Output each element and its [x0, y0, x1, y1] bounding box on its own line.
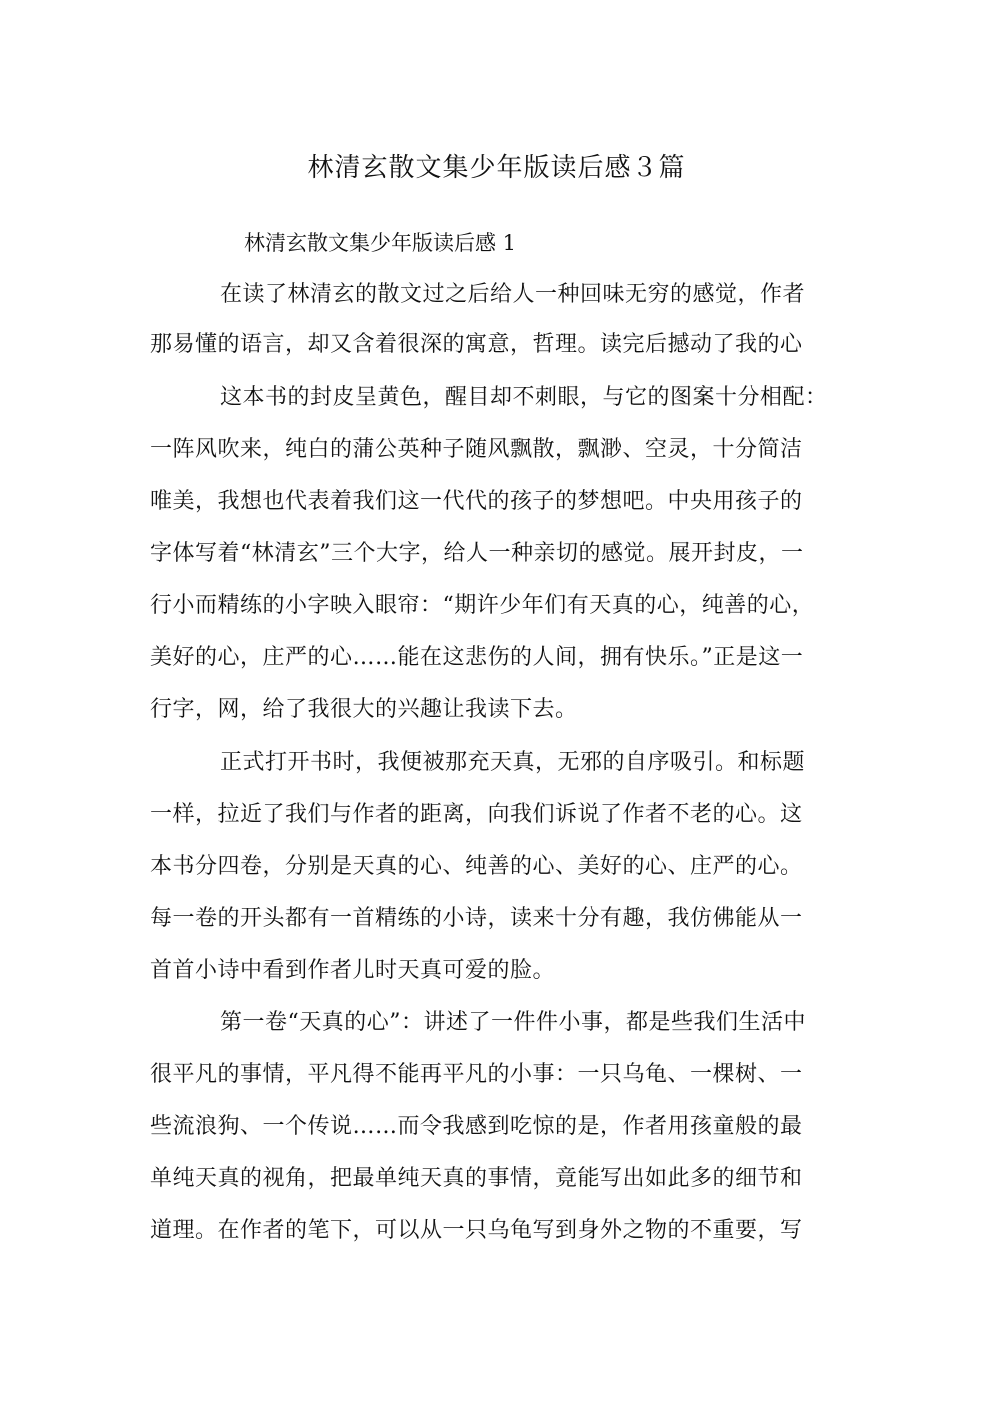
text-line: 行小而精练的小字映入眼帘：“期许少年们有天真的心，纯善的心，: [150, 593, 815, 618]
text-line: 美好的心，庄严的心……能在这悲伤的人间，拥有快乐。”正是这一: [150, 645, 804, 670]
text-line: 很平凡的事情，平凡得不能再平凡的小事：一只乌龟、一棵树、一: [150, 1062, 803, 1087]
text-line: 单纯天真的视角，把最单纯天真的事情，竟能写出如此多的细节和: [150, 1166, 803, 1191]
text-line: 每一卷的开头都有一首精练的小诗，读来十分有趣，我仿佛能从一: [150, 906, 803, 931]
document-title: 林清玄散文集少年版读后感３篇: [307, 153, 686, 183]
text-line: 一阵风吹来，纯白的蒲公英种子随风飘散，飘渺、空灵，十分简洁: [150, 437, 803, 462]
text-line: 些流浪狗、一个传说……而令我感到吃惊的是，作者用孩童般的最: [150, 1114, 803, 1139]
text-line: 本书分四卷，分别是天真的心、纯善的心、美好的心、庄严的心。: [150, 854, 803, 879]
section-heading: 林清玄散文集少年版读后感 1: [244, 231, 517, 255]
text-line: 这本书的封皮呈黄色，醒目却不刺眼，与它的图案十分相配：: [220, 385, 828, 410]
text-line: 唯美，我想也代表着我们这一代代的孩子的梦想吧。中央用孩子的: [150, 489, 803, 514]
text-line: 第一卷“天真的心”：讲述了一件件小事，都是些我们生活中: [220, 1010, 806, 1035]
text-line: 在读了林清玄的散文过之后给人一种回味无穷的感觉，作者: [220, 282, 806, 307]
text-line: 字体写着“林清玄”三个大字，给人一种亲切的感觉。展开封皮，一: [150, 541, 804, 566]
text-line: 一样，拉近了我们与作者的距离，向我们诉说了作者不老的心。这: [150, 802, 803, 827]
text-line: 正式打开书时，我便被那充天真，无邪的自序吸引。和标题: [220, 750, 806, 775]
text-line: 首首小诗中看到作者儿时天真可爱的脸。: [150, 958, 556, 983]
text-line: 那易懂的语言，却又含着很深的寓意，哲理。读完后撼动了我的心: [150, 332, 803, 357]
text-line: 道理。在作者的笔下，可以从一只乌龟写到身外之物的不重要，写: [150, 1218, 803, 1243]
text-line: 行字，网，给了我很大的兴趣让我读下去。: [150, 697, 578, 722]
